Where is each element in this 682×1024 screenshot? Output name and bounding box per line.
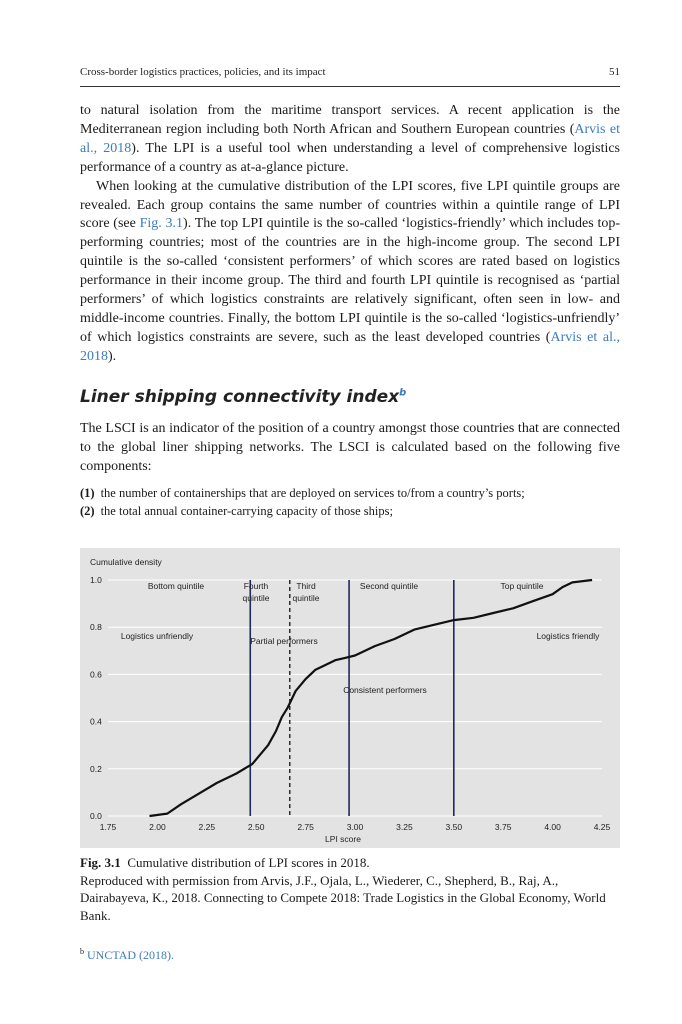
x-ticks [100,822,611,832]
body-paragraphs [80,102,620,367]
y-tick-label: 0.8 [90,622,102,633]
paragraph-3 [80,420,620,477]
x-axis-label: LPI score [325,834,361,844]
figure-link[interactable]: Fig. 3.1 [139,216,184,232]
x-tick-label: 2.50 [247,822,265,832]
y-axis-label: Cumulative density [90,557,162,567]
footnote-mark: b [80,947,84,956]
x-tick-label: 3.25 [396,822,413,832]
citation-link[interactable]: Arvis et al., 2018 [80,329,620,364]
label-fourth-quintile-1: Fourth [243,581,269,591]
y-tick-label: 0.6 [90,669,102,680]
list-item-text: the total annual container-carrying capacity of those ships; [100,503,393,518]
label-logistics-unfriendly: Logistics unfriendly [120,631,194,641]
header-rule [80,86,620,87]
list-item-text: the number of containerships that are deployed on services to/from a country’s ports; [100,486,525,500]
label-fourth-quintile-2: quintile [242,593,270,603]
label-top-quintile: Top quintile [500,581,544,591]
paragraph-3-text: The LSCI is an indicator of the position of a country amongst those countries that are connected to the global liner shipping networks. The LSCI is calculated based on the following five components: [80,421,620,474]
caption-reproduced: Reproduced with permission from Arvis, J.F., Ojala, L., Wiederer, C., Shepherd, B., Raj, A., Dairabayeva, K., 2018. Connecting to Compete 2018: Trade Logistics in the Global Economy, World Bank. [80,872,606,923]
x-tick-label: 2.00 [149,822,166,832]
footnote [80,947,174,963]
grid [108,580,602,816]
x-tick-label: 1.75 [99,822,117,832]
x-tick-label: 2.75 [297,822,314,832]
list-item-number: (1) [80,486,95,500]
x-tick-label: 3.50 [445,822,463,832]
footnote-marker[interactable]: b [399,387,407,399]
section-heading-text: Liner shipping connectivity index [80,387,400,407]
y-tick-label: 0.0 [90,811,102,821]
label-third-quintile-2: quintile [292,593,320,603]
paragraph-1-text-a: to natural isolation from the maritime transport services. A recent application is the Mediterranean region including both North African and Southern European countries ( [80,103,620,137]
x-tick-label: 3.00 [346,822,364,832]
paragraph-1-text-b: ). The LPI is a useful tool when understanding a level of comprehensive logistics performance of a country as at-a-glance picture. [80,140,621,175]
paragraph-2 [80,178,620,367]
x-tick-label: 2.25 [198,822,216,832]
label-partial-performers: Partial performers [250,636,318,646]
paragraph-2-text-a: When looking at the cumulative distribution of the LPI scores, five LPI quintile groups are revealed. Each group contains the same number of countries within a quintile range of LPI score (see [80,178,620,232]
label-second-quintile: Second quintile [359,581,419,591]
quintile-boundaries [250,580,454,816]
caption-label: Fig. 3.1 [80,855,121,870]
x-tick-label: 4.25 [593,822,611,832]
y-ticks [90,575,102,821]
y-tick-label: 0.4 [90,716,102,727]
citation-link[interactable]: Arvis et al., 2018 [80,121,621,156]
footnote-citation-link[interactable]: UNCTAD (2018). [87,948,175,962]
running-head-title: Cross-border logistics practices, policies, and its impact [80,66,326,78]
label-consistent-performers: Consistent performers [343,685,427,695]
y-tick-label: 1.0 [90,575,102,585]
caption-title: Cumulative distribution of LPI scores in 2018. [127,855,370,870]
x-tick-label: 4.00 [544,822,561,832]
component-list [80,485,620,520]
paragraph-2-text-c: ). [108,348,117,364]
list-item [80,485,620,503]
list-item-number: (2) [80,503,95,518]
y-tick-label: 0.2 [90,763,102,774]
x-tick-label: 3.75 [494,822,512,832]
label-bottom-quintile: Bottom quintile [147,581,205,591]
section-heading [80,387,406,407]
label-third-quintile-1: Third [296,581,316,591]
paragraph-1 [80,102,620,178]
page-number: 51 [609,66,620,78]
figure-caption [80,854,620,924]
label-logistics-friendly: Logistics friendly [536,631,600,641]
running-head [80,66,620,78]
series-line [147,580,593,816]
paragraph-2-text-b: ). The top LPI quintile is the so-called ‘logistics-friendly’ which includes top-performing countries; most of the countries are in the high-income group. The second LPI quintile is the so-called ‘consistent performers’ of which scores are rated based on logistics performance in their income group. The third and fourth LPI quintile is recognised as ‘partial performers’ of which logistics constraints are relatively significant, often seen in low- and middle-income countries. Finally, the bottom LPI quintile is the so-called ‘logistics-unfriendly’ of which logistics constraints are severe, such as the least developed countries ( [80,216,620,345]
lpi-cumulative-chart [80,548,620,848]
list-item [80,503,620,521]
